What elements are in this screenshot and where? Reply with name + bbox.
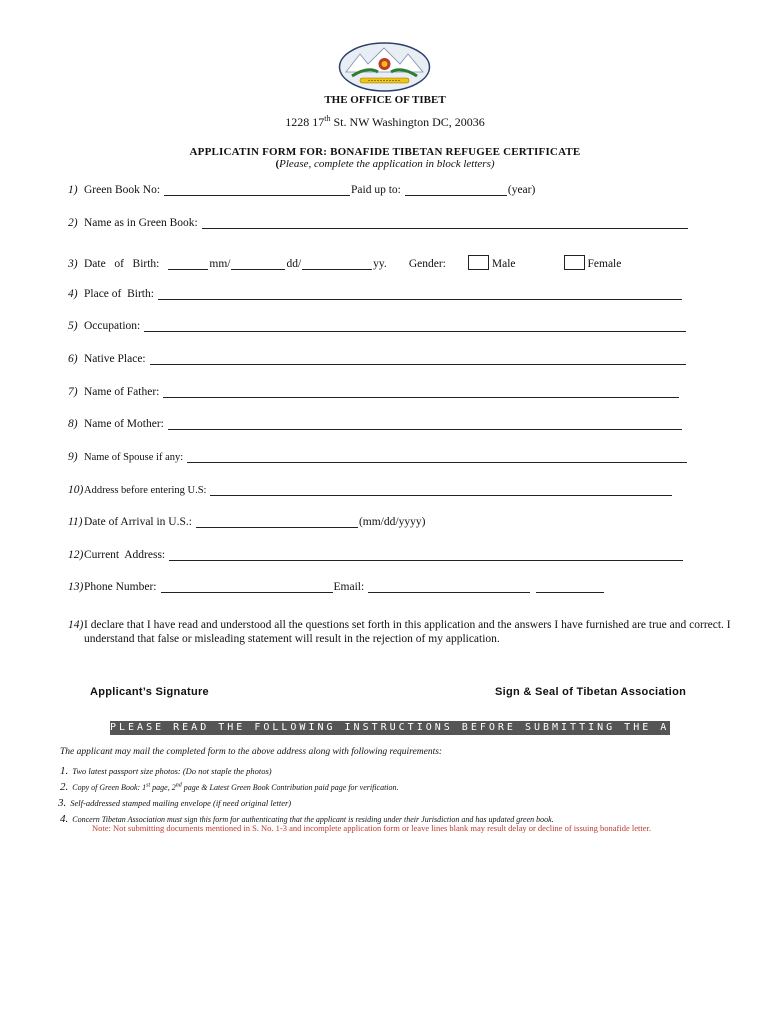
green-book-no-input[interactable]: [164, 184, 350, 196]
field-number: 10): [68, 484, 84, 496]
instruction-text: Two latest passport size photos: (Do not staple the photos): [72, 766, 272, 776]
field-current-address: [68, 549, 684, 561]
yy-label: yy.: [373, 258, 387, 270]
instruction-number: 4.: [60, 813, 69, 825]
field-label: Date of Arrival in U.S.:: [84, 516, 192, 528]
tibet-emblem-icon: [338, 42, 431, 92]
field-label: Place of Birth:: [84, 288, 154, 300]
office-title: THE OFFICE OF TIBET: [324, 94, 446, 106]
native-place-input[interactable]: [150, 353, 686, 365]
field-number: 12): [68, 549, 84, 561]
association-seal-label: Sign & Seal of Tibetan Association: [495, 686, 687, 698]
instruction-item: [60, 781, 399, 793]
dd-label: dd/: [286, 258, 302, 270]
field-label: Green Book No:: [84, 184, 161, 196]
instructions-banner: PLEASE READ THE FOLLOWING INSTRUCTIONS BEFORE SUBMITTING THE APPLICATION: [110, 722, 760, 733]
instruction-sup: nd: [175, 782, 182, 789]
instruction-item: [58, 797, 291, 809]
field-spouse: [68, 451, 688, 463]
field-number: 8): [68, 418, 78, 430]
dob-year-input[interactable]: [302, 258, 372, 270]
field-dob: [68, 255, 621, 270]
field-number: 9): [68, 451, 78, 463]
instructions-note: Note: Not submitting documents mentioned in S. No. 1-3 and incomplete application form or leave lines blank may result delay or decline of issuing bonafide letter.: [92, 823, 651, 833]
email-input[interactable]: [368, 581, 530, 593]
instruction-number: 3.: [58, 797, 67, 809]
instruction-text: page, 2: [150, 783, 176, 792]
field-label: Phone Number:: [84, 581, 157, 593]
field-number: 14): [68, 619, 84, 631]
instruction-text: Self-addressed stamped mailing envelope (if need original letter): [70, 798, 292, 808]
address-post: St. NW Washington DC, 20036: [330, 115, 485, 129]
form-sub-open: (: [275, 158, 280, 170]
address-sup: th: [324, 114, 331, 123]
mm-label: mm/: [209, 258, 231, 270]
instruction-text: Concern Tibetan Association must sign this form for authenticating that the applicant is residing under their Jurisdiction and has updated green book.: [72, 815, 554, 824]
address-pre: 1228 17: [285, 115, 325, 129]
declaration: [68, 619, 738, 646]
male-label: Male: [491, 258, 516, 270]
field-label: Name of Spouse if any:: [84, 452, 184, 463]
field-label: Current Address:: [84, 549, 166, 561]
place-of-birth-input[interactable]: [158, 288, 682, 300]
father-name-input[interactable]: [163, 386, 679, 398]
mother-name-input[interactable]: [168, 418, 682, 430]
instruction-sup: st: [146, 782, 151, 789]
instruction-text: page & Latest Green Book Contribution paid page for verification.: [181, 783, 399, 792]
field-father: [68, 386, 680, 398]
instruction-text: Copy of Green Book: 1: [72, 783, 147, 792]
paid-up-to-input[interactable]: [405, 184, 507, 196]
field-label: Name of Father:: [84, 386, 160, 398]
field-number: 6): [68, 353, 78, 365]
field-number: 11): [68, 516, 83, 528]
field-label: Name of Mother:: [84, 418, 164, 430]
occupation-input[interactable]: [144, 320, 686, 332]
field-native-place: [68, 353, 687, 365]
form-sub-text: Please, complete the application in block letters): [279, 158, 495, 170]
field-label: Occupation:: [84, 320, 141, 332]
field-number: 2): [68, 217, 78, 229]
dob-day-input[interactable]: [231, 258, 285, 270]
field-label: Date of Birth:: [84, 258, 160, 270]
field-suffix: (year): [507, 184, 536, 196]
field-number: 13): [68, 581, 84, 593]
instruction-item: [60, 765, 272, 777]
phone-input[interactable]: [161, 581, 333, 593]
field-mother: [68, 418, 683, 430]
declaration-text: I declare that I have read and understood all the questions set forth in this application and the answers I have furnished are true and correct. I understand that false or misleading statement will result in the rejection of my application.: [84, 619, 731, 645]
field-number: 1): [68, 184, 78, 196]
instructions-intro: The applicant may mail the completed form to the above address along with following requirements:: [60, 747, 443, 757]
field-contact: [68, 581, 605, 593]
female-checkbox[interactable]: [564, 255, 585, 270]
field-label: Address before entering U.S:: [84, 485, 207, 496]
instruction-number: 2.: [60, 781, 69, 793]
field-name: [68, 217, 689, 229]
instruction-number: 1.: [60, 765, 69, 777]
field-number: 4): [68, 288, 78, 300]
field-occupation: [68, 320, 687, 332]
spouse-name-input[interactable]: [187, 451, 687, 463]
female-label: Female: [587, 258, 622, 270]
field-label: Email:: [333, 581, 365, 593]
field-suffix: (mm/dd/yyyy): [358, 516, 426, 528]
form-title: APPLICATIN FORM FOR: BONAFIDE TIBETAN REFUGEE CERTIFICATE: [189, 146, 581, 158]
field-label: Native Place:: [84, 353, 146, 365]
field-number: 5): [68, 320, 78, 332]
dob-month-input[interactable]: [168, 258, 208, 270]
male-checkbox[interactable]: [468, 255, 489, 270]
gender-label: Gender:: [408, 258, 446, 270]
field-place-of-birth: [68, 288, 683, 300]
email-input-extra[interactable]: [536, 581, 604, 593]
field-label: Name as in Green Book:: [84, 217, 198, 229]
arrival-date-input[interactable]: [196, 516, 358, 528]
address-before-input[interactable]: [210, 484, 672, 496]
field-arrival-date: [68, 516, 425, 528]
form-subtitle: [0, 158, 770, 170]
field-green-book: [68, 184, 535, 196]
name-input[interactable]: [202, 217, 688, 229]
field-address-before: [68, 484, 673, 496]
applicant-signature-label: Applicant’s Signature: [90, 686, 209, 698]
current-address-input[interactable]: [169, 549, 683, 561]
field-label: Paid up to:: [351, 184, 401, 196]
field-number: 3): [68, 258, 78, 270]
field-number: 7): [68, 386, 78, 398]
office-address: [0, 114, 770, 130]
